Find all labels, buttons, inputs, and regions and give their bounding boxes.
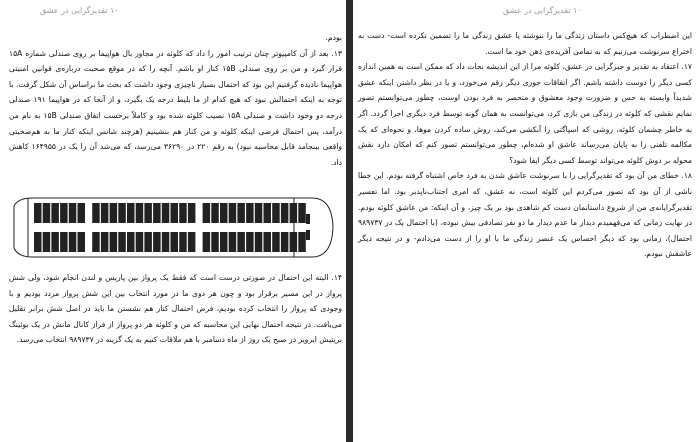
body-text-top [9,30,342,170]
seat [188,203,196,223]
seat [153,232,161,252]
aircraft-seat-map [12,190,334,265]
seat [237,232,245,252]
seat [101,232,109,252]
paragraph: ۱۷. اعتقاد به تقدیر و جبرگرایی در عشق، کلوئه مرا از این اندیشه نجات داد که ممکن است به همین اندازه کسی دیگر را دوست داشته باشم. اگر اتفاقات جوری دیگر رقم می‌خورد، و یا در نظر داشتن اینکه عشق شدیداً وابسته به حس و ضرورت وجود معشوق و منحصر به فرد بودن اوست، چطور می‌توانستم تصور نمایم نقشی که کلوئه در زندگی من بازی کرد، می‌توانست به همان گونه توسط فرد دیگری اجرا گردد. اگر به خاطر چشمان کلوئه، روشی که اسپاگتی را آبکشی می‌کند، روش ساده کردن موها، و نحوه‌ای که یک مکالمه تلفنی را به پایان می‌رساند عاشق او شده‌ام، چطور می‌توانستم تصور کنم که امکان دارد نقش محوله بر دوش کلوئه می‌تواند توسط کسی دیگر ایفا شود؟ [358,62,692,165]
seat [162,232,170,252]
paragraph: ۱۳. بعد از آن کامپیوتر چنان ترتیب امور را داد که کلوئه در مجاور بال هواپیما بر روی صندلی شماره ۱۵A قرار گیرد و من بر روی صندلی ۱۵B کنار او باشم. آنچه را که در موقع صحبت درباره‌ی قوانین امنیتی هواپیما نادیده گرفتیم این بود که احتمال بسیار ناچیزی وجود داشت که بحث ما براساس آن شکل گرفت. با توجه به اینکه احتمالش نبود که هیچ کدام از ما بلیط درجه یک بگیرد، و از آنجا که در هواپیما ۱۹۱ صندلی درجه دو وجود داشت و صندلی ۱۵A نصیب کلوئه شده بود و کاملاً برحسب اتفاق صندلی ۱۵B به نام من درآمد، پس احتمال فرضی اینکه کلوئه و من کنار هم بنشینیم (هرچند شانس اینکه کنار ما به هم‌صحبتی واقعی بینجامد قابل محاسبه نبود) به رقم ۲۲۰ در ۳۶۲۹۰ می‌رسد، که می‌شد آن را یک در ۱۶۴۹۵۵ کاهش داد. [9,48,342,167]
seat [43,203,51,223]
seat [272,203,280,223]
seat [34,203,42,223]
seat [220,203,228,223]
seat [255,203,262,223]
seat [220,232,228,252]
seat [229,203,237,223]
seat [264,203,272,223]
seat [203,203,211,223]
seat [127,232,135,252]
seat [69,203,77,223]
seat [272,232,280,252]
seat [69,232,77,252]
seat [118,203,126,223]
seat [60,203,68,223]
seat [78,232,86,252]
paragraph: این اضطراب که هیچ‌کس داستان زندگی ما را ننوشته یا عشق زندگی ما را تضمین نکرده است- دست به اختراع سرنوشت می‌زنیم که به تمامی آفریده‌ی ذهن خود ما است. [358,31,692,56]
seat [281,232,289,252]
seat [92,232,100,252]
seat [101,203,109,223]
body-text [358,28,692,262]
seat [211,232,219,252]
running-title: ۱۰ تقدیرگرایی در عشق [40,6,119,15]
seat [246,203,254,223]
seat [188,232,196,252]
seat [136,232,144,252]
seat [229,232,237,252]
paragraph: بودم. [325,33,342,42]
body-text-bottom [9,270,342,348]
seat [127,203,135,223]
seat [153,203,161,223]
seat [78,203,86,223]
seat [179,232,187,252]
seat [203,232,211,252]
seat [136,203,144,223]
seat [211,203,219,223]
seat [255,232,262,252]
seat-rows-lower [34,232,306,252]
seat [110,232,118,252]
seat [110,203,118,223]
paragraph: ۱۸. خطای من آن بود که تقدیرگرایی را با سرنوشت عاشق شدن به فرد خاص اشتباه گرفته بودم. این خطا ناشی از آن بود که تصور می‌کردم این کلوئه است، نه عشق، که امری اجتناب‌ناپذیر بود. اما تفسیر تقدیرگرایانه‌ی من از شروع داستانمان دست کم شاهدی بود بر یک چیز، و آن اینکه: من عاشق کلوئه بودم. در نهایت زمانی که می‌فهمیدم دیدار ما عدم دیدار ما دو نفر تصادفی بیش نبوده، (با احتمال یک در ۹۸۹۷۳۷ احتمال)، زمانی بود که دیگر احساس یک عنصر زندگی ما با او را از دست می‌دادم- و در نتیجه دیگر عاشقش نبودم. [358,171,692,259]
seat [51,232,59,252]
seat [298,232,306,252]
seat [237,203,245,223]
seat [298,203,306,223]
seat [34,232,42,252]
seat [171,232,179,252]
book-gutter [346,0,353,442]
seat [118,232,126,252]
running-title: ۱۰ تقدیرگرایی در عشق [503,6,582,15]
seat [171,203,179,223]
seat-rows-upper [34,203,306,223]
wing-marks [306,214,310,240]
seat [264,232,272,252]
seat [43,232,51,252]
seat [179,203,187,223]
seat [246,232,254,252]
seat [51,203,59,223]
right-page [353,0,699,442]
paragraph: ۱۴. البته این احتمال در صورتی درست است که فقط یک پرواز بین پاریس و لندن انجام شود، ولی شش پرواز در این مسیر برقرار بود و چون هر دوی ما در مورد انتخاب بین این شش پرواز مردد بودیم و با وجودی که پرواز را انتخاب کرده بودیم، فرض احتمال کنار هم نشستن ما باید در اصل شش برابر تقلیل می‌یافت. در نتیجه احتمال نهایی این محاسبه که من و کلوئه هر دو پرواز از فراز کانال مانش در یک بوئینگ بریتیش ایرویز در صبح یک روز از ماه دسامبر با هم ملاقات کنیم به یک گزینه در ۹۸۹۷۳۷ انتخاب می‌رسد. [9,273,342,345]
seat [281,203,289,223]
seat [162,203,170,223]
seat [92,203,100,223]
seat [290,232,298,252]
seat [144,203,152,223]
seat [60,232,68,252]
seat [144,232,152,252]
left-page [0,0,346,442]
seat [290,203,298,223]
